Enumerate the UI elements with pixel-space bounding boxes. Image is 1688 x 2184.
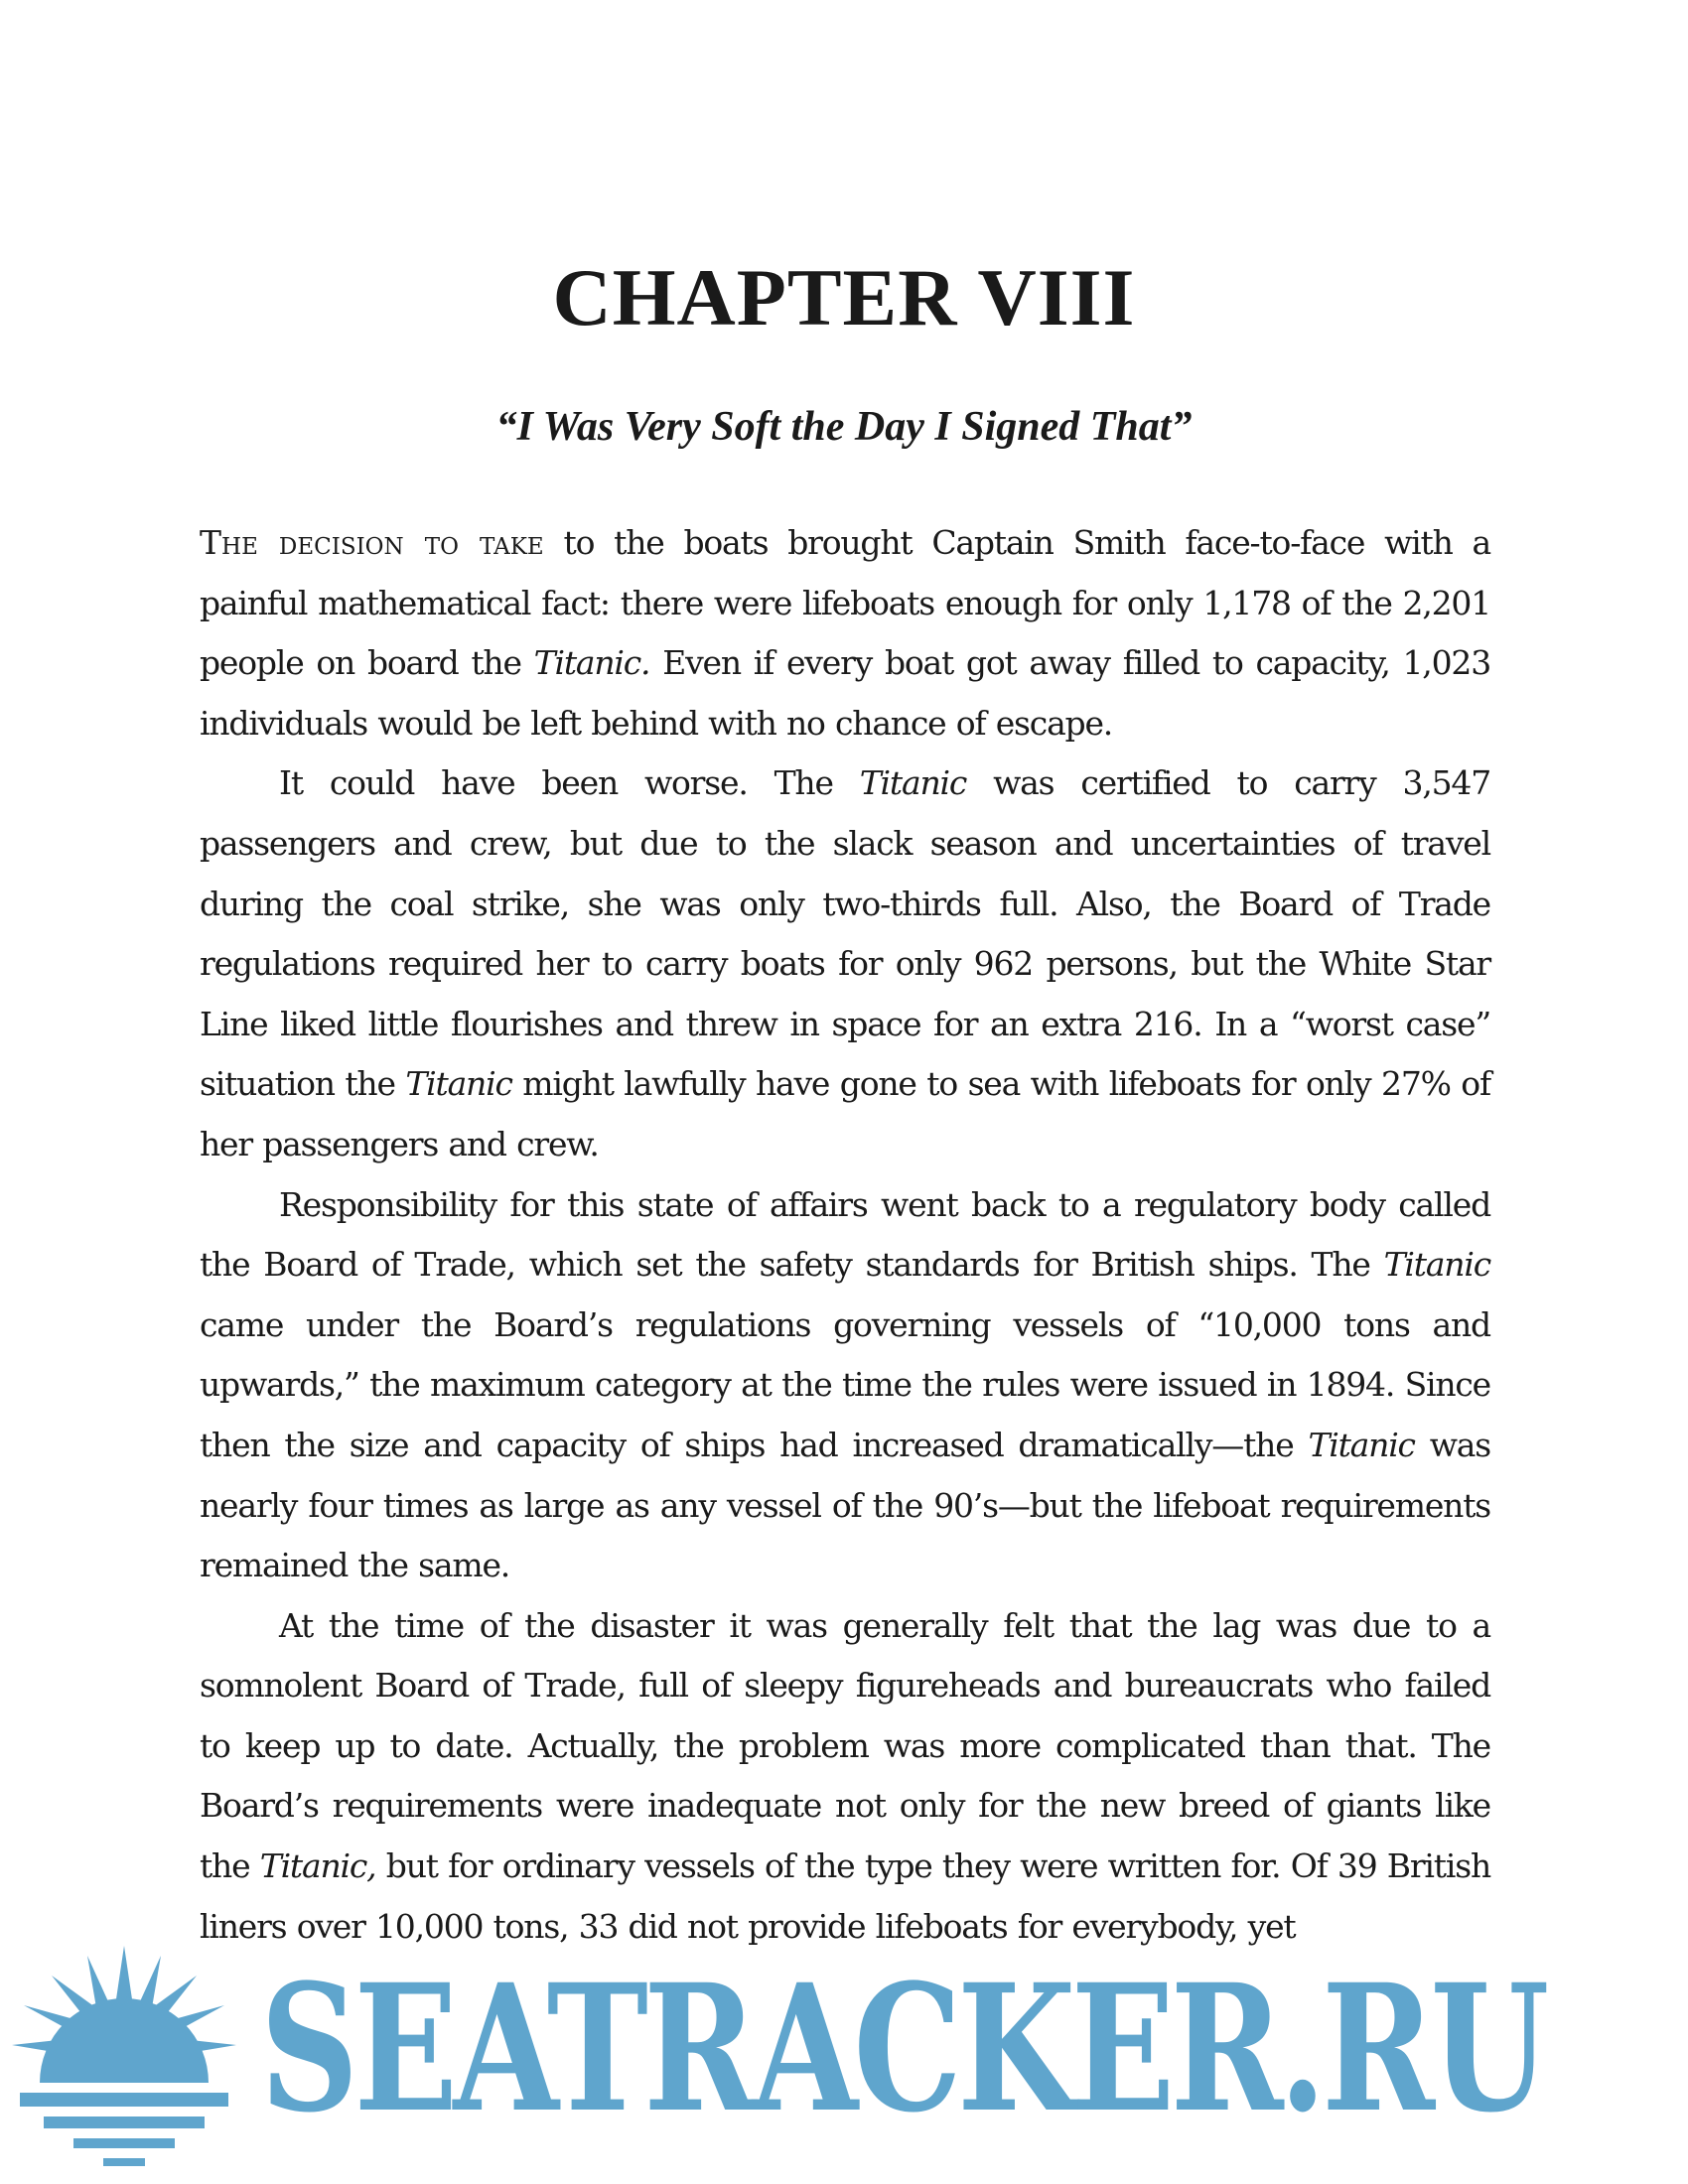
ship-name: Titanic bbox=[859, 763, 967, 803]
paragraph-2-text-b: was certified to carry 3,547 passengers and crew, but due to the slack season and uncertainties of travel during the coal strike, she was only two-thirds full. Also, the Board of Trade regulations required her to carry boats for only 962 persons, but the White Star Line liked little flourishes and threw in space for an extra 216. In a “worst case” situation the bbox=[200, 763, 1490, 1104]
paragraph-1-text-a: to the boats brought Captain Smith face-to-face with a painful mathematical fact: there were lifeboats enough for only 1,178 of the 2,201 people on board the bbox=[200, 523, 1490, 683]
paragraph-3-text-a: Responsibility for this state of affairs went back to a regulatory body called the Board of Trade, which set the safety standards for British ships. The bbox=[200, 1184, 1490, 1285]
ship-name: Titanic. bbox=[533, 643, 650, 683]
paragraph-1-text-b: Even if every boat got away filled to capacity, 1,023 individuals would be left behind with no chance of escape. bbox=[200, 643, 1490, 743]
paragraph-4-text-a: At the time of the disaster it was generally felt that the lag was due to a somnolent Board of Trade, full of sleepy figureheads and bureaucrats who failed to keep up to date. Actually, the problem was more complicated than that. The Board’s requirements were inadequate not only for the new breed of giants like the bbox=[200, 1605, 1490, 1886]
watermark-text: SEATRACKER.RU bbox=[260, 1946, 1545, 2151]
chapter-subtitle: “I Was Very Soft the Day I Signed That” bbox=[495, 404, 1193, 450]
paragraph-3-text-c: was nearly four times as large as any vessel of the 90’s—but the lifeboat requirements remained the same. bbox=[200, 1425, 1491, 1585]
small-caps-lead: The decision to take bbox=[200, 523, 544, 562]
paragraph-3 bbox=[200, 1175, 1490, 1596]
paragraph-2 bbox=[200, 753, 1490, 1174]
ship-name: Titanic, bbox=[259, 1846, 376, 1886]
paragraph-2-text-c: might lawfully have gone to sea with lifeboats for only 27% of her passengers and crew. bbox=[200, 1064, 1490, 1163]
chapter-title: CHAPTER VIII bbox=[552, 252, 1136, 342]
paragraph-2-text-a: It could have been worse. The bbox=[279, 763, 860, 803]
sun-icon bbox=[0, 1934, 248, 2184]
paragraph-1 bbox=[200, 513, 1490, 753]
ship-name: Titanic bbox=[1383, 1245, 1490, 1285]
chapter-body bbox=[200, 513, 1490, 1957]
paragraph-3-text-b: came under the Board’s regulations governing vessels of “10,000 tons and upwards,” the maximum category at the time the rules were issued in 1894. Since then the size and capacity of ships had increased dramatically—the bbox=[200, 1304, 1490, 1464]
watermark bbox=[0, 1934, 1688, 2184]
ship-name: Titanic bbox=[405, 1064, 512, 1104]
ship-name: Titanic bbox=[1308, 1425, 1415, 1464]
paragraph-4 bbox=[200, 1596, 1490, 1958]
paragraph-4-text-b: but for ordinary vessels of the type they were written for. Of 39 British liners over 10,000 tons, 33 did not provide lifeboats for everybody, yet bbox=[200, 1846, 1490, 1946]
